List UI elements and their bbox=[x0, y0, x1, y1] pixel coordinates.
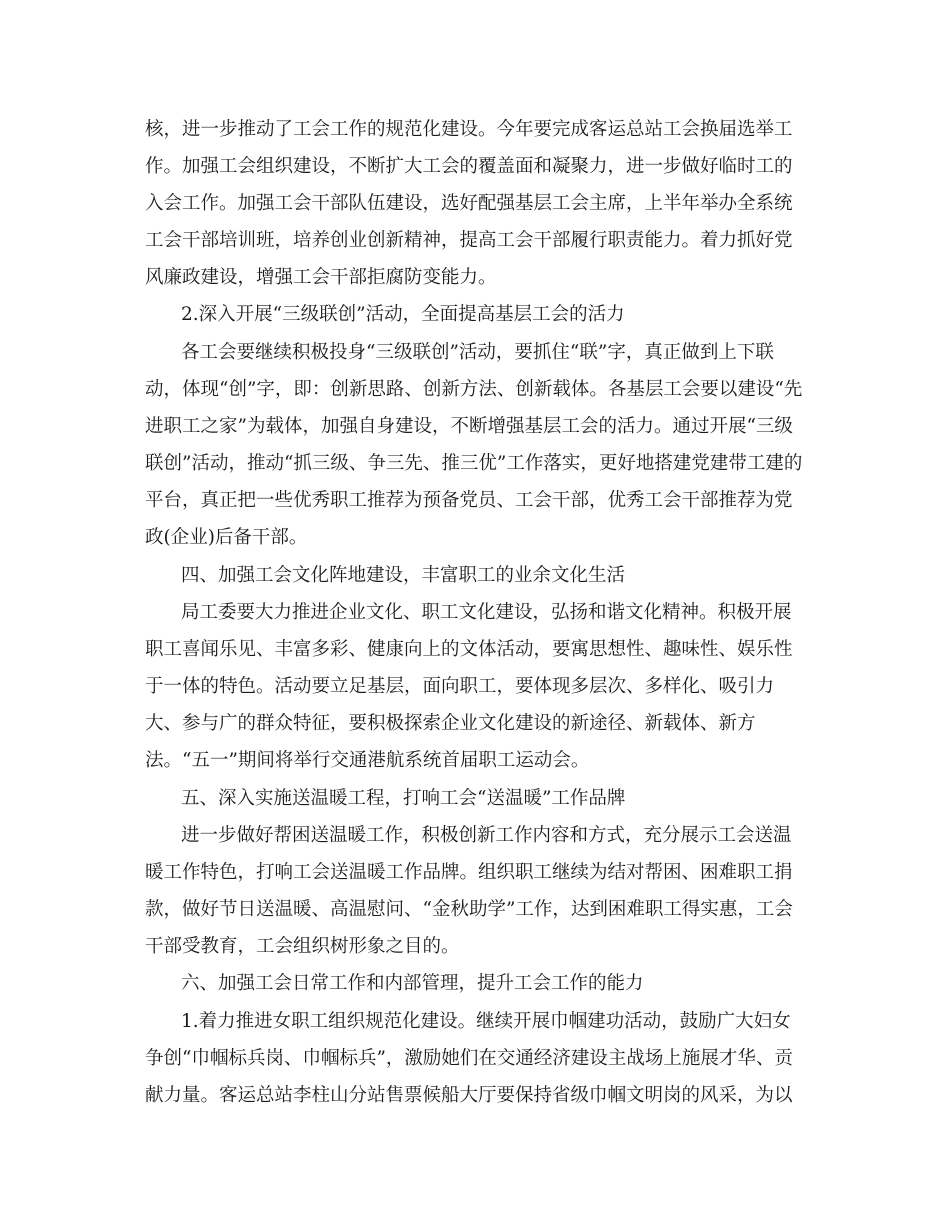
section-heading: 四、加强工会文化阵地建设，丰富职工的业余文化生活 bbox=[181, 565, 626, 586]
body-text-line: 局工委要大力推进企业文化、职工文化建设，弘扬和谐文化精神。积极开展 bbox=[181, 602, 792, 623]
body-text-line: 大、参与广的群众特征，要积极探索企业文化建设的新途径、新载体、新方 bbox=[145, 713, 756, 734]
body-text-line: 核，进一步推动了工会工作的规范化建设。今年要完成客运总站工会换届选举工 bbox=[145, 119, 793, 140]
body-text-line: 争创“巾帼标兵岗、巾帼标兵”，激励她们在交通经济建设主战场上施展才华、贡 bbox=[145, 1048, 793, 1069]
body-text-line: 工会干部培训班，培养创业创新精神，提高工会干部履行职责能力。着力抓好党 bbox=[145, 230, 793, 251]
body-text-line: 于一体的特色。活动要立足基层，面向职工，要体现多层次、多样化、吸引力 bbox=[145, 676, 775, 697]
section-heading: 五、深入实施送温暖工程，打响工会“送温暖”工作品牌 bbox=[181, 788, 626, 809]
body-text-line: 1.着力推进女职工组织规范化建设。继续开展巾帼建功活动，鼓励广大妇女 bbox=[181, 1011, 791, 1032]
section-heading: 六、加强工会日常工作和内部管理，提升工会工作的能力 bbox=[181, 973, 644, 994]
body-text-line: 入会工作。加强工会干部队伍建设，选好配强基层工会主席，上半年举办全系统 bbox=[145, 193, 793, 214]
body-text-line: 作。加强工会组织建设，不断扩大工会的覆盖面和凝聚力，进一步做好临时工的 bbox=[145, 156, 793, 177]
body-text-line: 款，做好节日送温暖、高温慰问、“金秋助学”工作，达到困难职工得实惠，工会 bbox=[145, 899, 793, 920]
body-text-line: 职工喜闻乐见、丰富多彩、健康向上的文体活动，要寓思想性、趣味性、娱乐性 bbox=[145, 639, 793, 660]
body-text-line: 进一步做好帮困送温暖工作，积极创新工作内容和方式，充分展示工会送温 bbox=[181, 825, 792, 846]
body-text-line: 进职工之家”为载体，加强自身建设，不断增强基层工会的活力。通过开展“三级 bbox=[145, 416, 793, 437]
body-text-line: 干部受教育，工会组织树形象之目的。 bbox=[145, 936, 460, 957]
body-text-line: 动，体现“创”字，即：创新思路、创新方法、创新载体。各基层工会要以建设“先 bbox=[145, 379, 803, 400]
body-text-line: 暖工作特色，打响工会送温暖工作品牌。组织职工继续为结对帮困、困难职工捐 bbox=[145, 862, 793, 883]
body-text-line: 平台，真正把一些优秀职工推荐为预备党员、工会干部，优秀工会干部推荐为党 bbox=[145, 490, 793, 511]
body-text-line: 风廉政建设，增强工会干部拒腐防变能力。 bbox=[145, 267, 497, 288]
body-text-line: 各工会要继续积极投身“三级联创”活动，要抓住“联”字，真正做到上下联 bbox=[181, 342, 774, 363]
section-heading: 2.深入开展“三级联创”活动，全面提高基层工会的活力 bbox=[181, 304, 625, 325]
body-text-line: 献力量。客运总站李柱山分站售票候船大厅要保持省级巾帼文明岗的风采，为以 bbox=[145, 1085, 793, 1106]
body-text-line: 联创”活动，推动“抓三级、争三先、推三优”工作落实，更好地搭建党建带工建的 bbox=[145, 453, 803, 474]
body-text-line: 法。“五一”期间将举行交通港航系统首届职工运动会。 bbox=[145, 750, 590, 771]
body-text-line: 政(企业)后备干部。 bbox=[145, 527, 308, 548]
